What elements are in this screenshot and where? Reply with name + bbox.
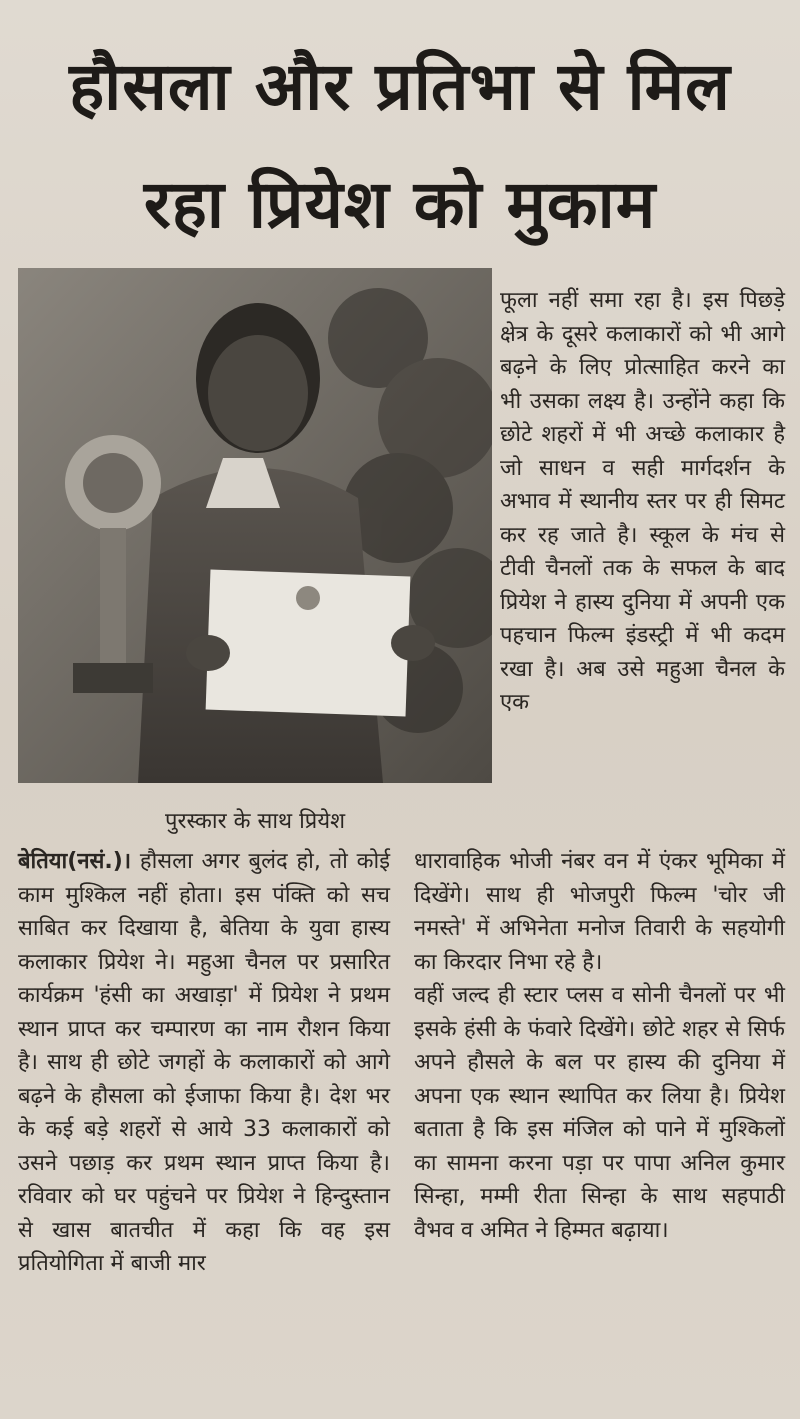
- article-column-left: [18, 845, 390, 1281]
- right-hand: [391, 625, 435, 661]
- lead-paragraph: [18, 845, 390, 1281]
- photo-caption: पुरस्कार के साथ प्रियेश: [164, 809, 346, 834]
- headline-line-2: रहा प्रियेश को मुकाम: [143, 166, 657, 243]
- article-column-right-bottom: [414, 845, 785, 1247]
- article-photo: [18, 268, 492, 783]
- person-face: [208, 335, 308, 451]
- article-column-right-top: [500, 284, 785, 720]
- certificate: [206, 570, 411, 717]
- headline-line-1: हौसला और प्रतिभा से मिल: [69, 48, 731, 125]
- paragraph: वहीं जल्द ही स्टार प्लस व सोनी चैनलों पर भी इसके हंसी के फंवारे दिखेंगे। छोटे शहर से सिर्फ अपने हौसले के बल पर हास्य की दुनिया में अपना एक स्थान स्थापित कर लिया है। प्रियेश बताता है कि इस मंजिल को पाने में मुश्किलों का सामना करना पड़ा पर पापा अनिल कुमार सिन्हा, मम्मी रीता सिन्हा के साथ सहपाठी वैभव व अमित ने हिम्मत बढ़ाया।: [414, 983, 785, 1243]
- photo-illustration: [18, 268, 492, 783]
- left-hand: [186, 635, 230, 671]
- paragraph: फूला नहीं समा रहा है। इस पिछड़े क्षेत्र के दूसरे कलाकारों को भी आगे बढ़ने के लिए प्रोत्साहित करने का भी उसका लक्ष्य है। उन्होंने कहा कि छोटे शहरों में भी अच्छे कलाकार है जो साधन व सही मार्गदर्शन के अभाव में स्थानीय स्तर पर ही सिमट कर रह जाते है। स्कूल के मंच से टीवी चैनलों तक के सफल के बाद प्रियेश ने हास्य दुनिया में अपनी एक पहचान फिल्म इंडस्ट्री में भी कदम रखा है। अब उसे महुआ चैनल के एक: [500, 288, 785, 715]
- lead-text: हौसला अगर बुलंद हो, तो कोई काम मुश्किल नहीं होता। इस पंक्ति को सच साबित कर दिखाया है, बेतिया के युवा हास्य कलाकार प्रियेश ने। महुआ चैनल पर प्रसारित कार्यक्रम 'हंसी का अखाड़ा' में प्रियेश ने प्रथम स्थान प्राप्त कर चम्पारण का नाम रौशन किया है। साथ ही छोटे जगहों के कलाकारों को आगे बढ़ने के हौसला को ईजाफा किया है। देश भर के कई बड़े शहरों से आये 33 कलाकारों को उसने पछाड़ कर प्रथम स्थान प्राप्त किया है। रविवार को घर पहुंचने पर प्रियेश ने हिन्दुस्तान से खास बातचीत में कहा कि वह इस प्रतियोगिता में बाजी मार: [18, 849, 390, 1276]
- paragraph: धारावाहिक भोजी नंबर वन में एंकर भूमिका में दिखेंगे। साथ ही भोजपुरी फिल्म 'चोर जी नमस्ते' में अभिनेता मनोज तिवारी के सहयोगी का किरदार निभा रहे है।: [414, 849, 785, 975]
- dateline: बेतिया(नसं.)।: [18, 849, 132, 874]
- headline: [0, 28, 800, 264]
